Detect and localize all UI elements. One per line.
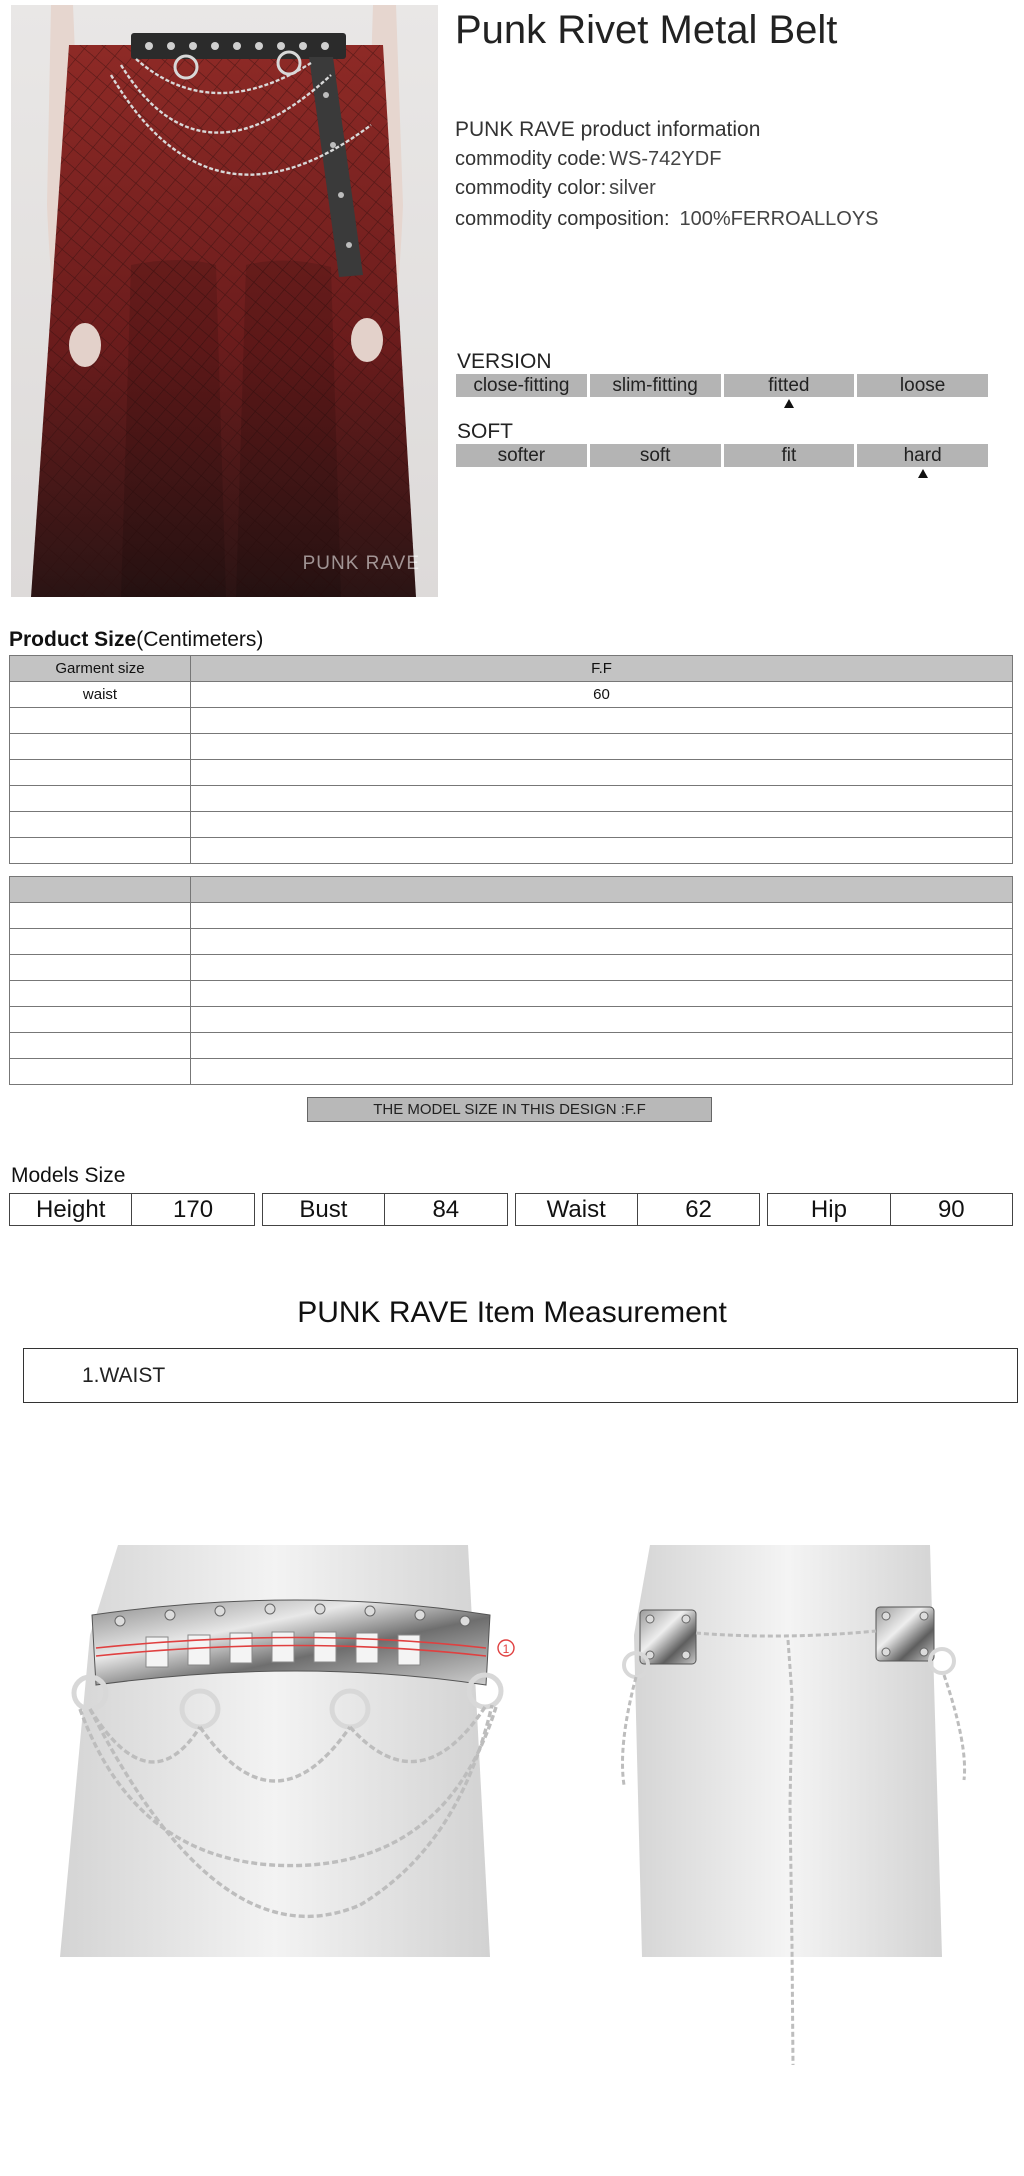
- table-cell: [10, 734, 191, 760]
- table-cell: [10, 838, 191, 864]
- table-header-row: [10, 656, 1013, 682]
- table-cell: [191, 981, 1013, 1007]
- soft-option-selected: hard: [857, 444, 988, 467]
- table-row: [10, 903, 1013, 929]
- product-photo-front: [60, 1545, 545, 1957]
- selected-marker-icon: [784, 399, 794, 408]
- table-row: [10, 760, 1013, 786]
- product-size-heading: Product Size: [9, 628, 137, 651]
- model-hip-label: Hip: [810, 1196, 847, 1223]
- version-scale: [456, 374, 988, 397]
- model-waist-value: 62: [637, 1194, 759, 1225]
- version-option: slim-fitting: [590, 374, 721, 397]
- model-bust: [262, 1193, 508, 1226]
- table-row: [10, 812, 1013, 838]
- table-cell: [191, 903, 1013, 929]
- table-cell: [191, 708, 1013, 734]
- commodity-color-row: [455, 177, 656, 200]
- table-cell: 60: [191, 682, 1013, 708]
- table-cell: [10, 1059, 191, 1085]
- table-header-row: [10, 877, 1013, 903]
- product-title: Punk Rivet Metal Belt: [455, 8, 838, 52]
- table-header-cell: F.F: [191, 656, 1013, 682]
- table-cell: [191, 955, 1013, 981]
- model-bust-value: 84: [384, 1194, 506, 1225]
- version-option: close-fitting: [456, 374, 587, 397]
- table-row: [10, 955, 1013, 981]
- table-cell: waist: [10, 682, 191, 708]
- table-header-cell: [10, 877, 191, 903]
- table-cell: [191, 1033, 1013, 1059]
- version-label: VERSION: [457, 350, 552, 373]
- measurement-marker: 1: [502, 1642, 510, 1656]
- commodity-code-label: commodity code:: [455, 148, 607, 170]
- commodity-code-row: [455, 148, 721, 171]
- table-cell: [10, 903, 191, 929]
- table-cell: [10, 760, 191, 786]
- table-cell: [191, 812, 1013, 838]
- table-cell: [10, 1033, 191, 1059]
- model-hip: [767, 1193, 1013, 1226]
- version-option-selected: fitted: [724, 374, 855, 397]
- table-cell: [10, 1007, 191, 1033]
- table-row: [10, 981, 1013, 1007]
- table-cell: [191, 838, 1013, 864]
- models-size-row: [9, 1193, 1013, 1226]
- commodity-composition-label: commodity composition:: [455, 208, 670, 230]
- table-row: [10, 1059, 1013, 1085]
- measurement-title: PUNK RAVE Item Measurement: [297, 1296, 727, 1329]
- product-size-unit: (Centimeters): [136, 628, 264, 651]
- table-cell: [191, 760, 1013, 786]
- info-heading: PUNK RAVE product information: [455, 118, 761, 141]
- table-cell: [10, 981, 191, 1007]
- soft-option: soft: [590, 444, 721, 467]
- table-cell: [10, 812, 191, 838]
- table-header-cell: [191, 877, 1013, 903]
- product-photo-model: [11, 5, 438, 597]
- measurement-item: 1.WAIST: [82, 1364, 166, 1387]
- commodity-color-value: silver: [609, 177, 656, 199]
- table-cell: [191, 786, 1013, 812]
- table-row: [10, 682, 1013, 708]
- table-row: [10, 1007, 1013, 1033]
- table-cell: [191, 734, 1013, 760]
- model-bust-label: Bust: [299, 1196, 348, 1223]
- commodity-composition-value: 100%FERROALLOYS: [679, 208, 879, 230]
- soft-scale: [456, 444, 988, 467]
- table-cell: [191, 929, 1013, 955]
- secondary-size-table: [9, 876, 1013, 1085]
- model-hip-value: 90: [890, 1194, 1012, 1225]
- table-row: [10, 708, 1013, 734]
- table-header-cell: Garment size: [10, 656, 191, 682]
- soft-label: SOFT: [457, 420, 513, 443]
- models-size-title: Models Size: [11, 1164, 126, 1187]
- commodity-composition-row: [455, 208, 879, 231]
- table-row: [10, 734, 1013, 760]
- selected-marker-icon: [918, 469, 928, 478]
- table-cell: [10, 786, 191, 812]
- version-option: loose: [857, 374, 988, 397]
- product-size-table: [9, 655, 1013, 864]
- soft-option: fit: [724, 444, 855, 467]
- model-height: [9, 1193, 255, 1226]
- table-row: [10, 1033, 1013, 1059]
- table-cell: [10, 708, 191, 734]
- soft-option: softer: [456, 444, 587, 467]
- model-waist: [515, 1193, 761, 1226]
- product-photo-back: [612, 1545, 990, 2075]
- table-cell: [191, 1007, 1013, 1033]
- watermark: PUNK RAVE: [302, 553, 420, 574]
- table-cell: [10, 955, 191, 981]
- table-row: [10, 929, 1013, 955]
- commodity-code-value: WS-742YDF: [609, 148, 722, 170]
- table-cell: [10, 929, 191, 955]
- table-row: [10, 838, 1013, 864]
- commodity-color-label: commodity color:: [455, 177, 607, 199]
- model-waist-label: Waist: [546, 1196, 606, 1223]
- model-size-note: THE MODEL SIZE IN THIS DESIGN :F.F: [307, 1097, 712, 1122]
- model-height-value: 170: [131, 1194, 253, 1225]
- measurement-list: [23, 1348, 1018, 1403]
- product-size-title: [9, 628, 263, 652]
- table-cell: [191, 1059, 1013, 1085]
- model-height-label: Height: [36, 1196, 106, 1223]
- table-row: [10, 786, 1013, 812]
